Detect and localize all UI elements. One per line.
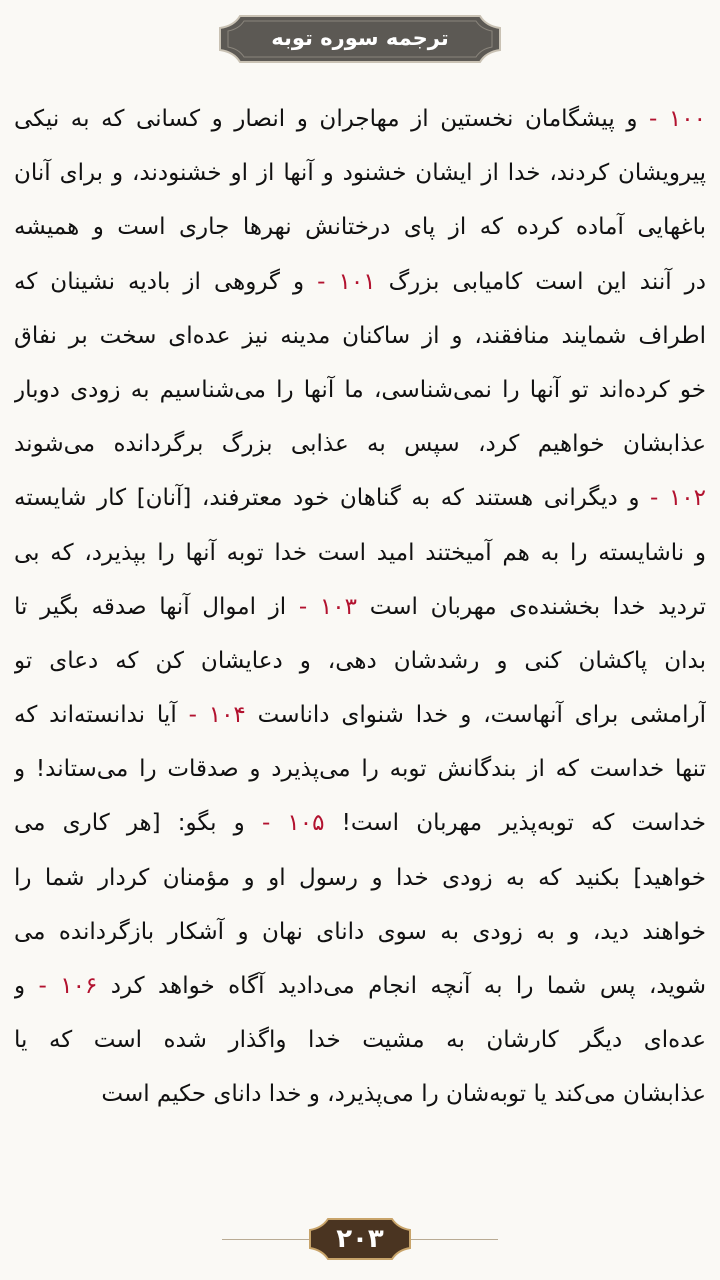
text-line	[14, 1067, 706, 1121]
footer-divider-left	[222, 1239, 314, 1240]
verse-text: خو کرده‌اند تو آنها را نمی‌شناسی، ما آنها را می‌شناسیم به زودی دوبار	[14, 376, 706, 403]
text-line	[14, 688, 706, 742]
text-line	[14, 471, 706, 525]
verse-text: و دیگرانی هستند که به گناهان خود معترفند، [آنان] کار شایسته	[14, 485, 651, 512]
text-line	[14, 796, 706, 850]
verse-number: ۱۰۶ -	[38, 973, 98, 999]
verse-text: عده‌ای دیگر کارشان به مشیت خدا واگذار شده است که یا	[14, 1027, 706, 1054]
text-line	[14, 959, 706, 1013]
verse-number: ۱۰۲ -	[650, 485, 706, 512]
footer-divider-right	[406, 1239, 498, 1240]
verse-text: تنها خداست که از بندگانش توبه را می‌پذیرد و صدقات را می‌ستاند! و	[14, 756, 706, 783]
verse-text: اطراف شمایند منافقند، و از ساکنان مدینه نیز عده‌ای سخت بر نفاق	[14, 322, 706, 349]
page-footer	[0, 1216, 720, 1264]
text-line	[14, 634, 706, 688]
text-line	[14, 92, 706, 146]
verse-number: ۱۰۳ -	[298, 593, 357, 620]
verse-number: ۱۰۵ -	[261, 810, 325, 837]
text-line	[14, 309, 706, 363]
page-number: ۲۰۳	[336, 1224, 384, 1254]
verse-text: پیرویشان کردند، خدا از ایشان خشنود و آنها از او خشنودند، و برای آنان	[14, 160, 706, 187]
verse-text: خواهید] بکنید که به زودی خدا و رسول او و مؤمنان کردار شما را	[14, 864, 706, 891]
text-line	[14, 255, 706, 309]
text-line	[14, 905, 706, 959]
verse-text: بدان پاکشان کنی و رشدشان دهی، و دعایشان کن که دعای تو	[14, 647, 706, 674]
verse-text: و بگو: [هر کاری می	[14, 810, 262, 837]
verse-text: از اموال آنها صدقه بگیر تا	[14, 593, 299, 620]
text-line	[14, 417, 706, 471]
verse-text: شوید، پس شما را به آنچه انجام می‌دادید آگاه خواهد کرد	[97, 973, 706, 999]
text-line	[14, 363, 706, 417]
page-number-badge	[308, 1216, 412, 1262]
page-header	[218, 14, 502, 64]
verse-text: عذابشان می‌کند یا توبه‌شان را می‌پذیرد، و خدا دانای حکیم است	[101, 1081, 706, 1108]
verse-text: و گروهی از بادیه نشینان که	[14, 268, 318, 295]
text-line	[14, 851, 706, 905]
verse-text: خواهند دید، و به زودی به سوی دانای نهان و آشکار بازگردانده می	[14, 918, 706, 945]
text-line	[14, 526, 706, 580]
text-line	[14, 146, 706, 200]
text-line	[14, 742, 706, 796]
verse-number: ۱۰۰ -	[649, 106, 706, 132]
verse-text: آیا ندانسته‌اند که	[14, 702, 189, 729]
verse-text: خداست که توبه‌پذیر مهربان است!	[324, 810, 706, 837]
text-line	[14, 1013, 706, 1067]
text-line	[14, 200, 706, 254]
text-line	[14, 580, 706, 634]
verse-text: و پیشگامان نخستین از مهاجران و انصار و کسانی که به نیکی	[14, 106, 650, 132]
verse-number: ۱۰۱ -	[317, 268, 376, 295]
header-title: ترجمه سوره توبه	[271, 26, 449, 50]
verse-text: و ناشایسته را به هم آمیختند امید است خدا توبه آنها را بپذیرد، که بی	[14, 539, 706, 566]
translation-text	[14, 92, 706, 1122]
verse-text: در آنند این است کامیابی بزرگ	[375, 268, 706, 295]
verse-number: ۱۰۴ -	[188, 702, 246, 729]
verse-text: و	[14, 973, 39, 999]
verse-text: عذابشان خواهیم کرد، سپس به عذابی بزرگ برگردانده می‌شوند	[14, 431, 706, 458]
verse-text: باغهایی آماده کرده که از پای درختانش نهرها جاری است و همیشه	[14, 214, 706, 241]
verse-text: تردید خدا بخشنده‌ی مهربان است	[356, 593, 706, 620]
verse-text: آرامشی برای آنهاست، و خدا شنوای داناست	[245, 702, 706, 729]
